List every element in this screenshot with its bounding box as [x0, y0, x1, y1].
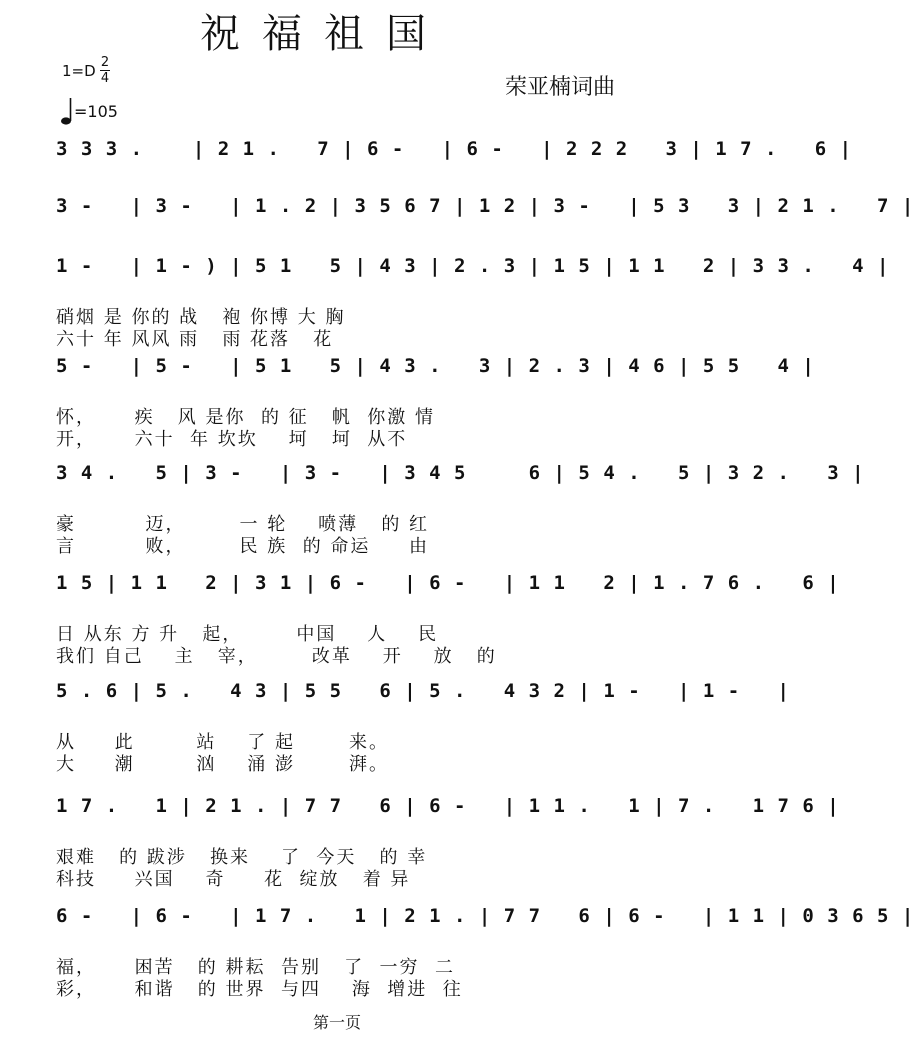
lyric-verse-2: 彩， 和谐 的 世界 与四 海 增进 往 [56, 979, 463, 1000]
notation-line: 1 5 | 1 1 2 | 3 1 | 6 - | 6 - | 1 1 2 | 1 . 7 6 . 6 | [56, 572, 840, 594]
time-signature-bottom: 4 [100, 71, 110, 86]
lyric-verse-2: 我们 自己 主 宰， 改革 开 放 的 [56, 646, 497, 667]
lyric-verse-1: 福， 困苦 的 耕耘 告别 了 一穷 二 [56, 957, 455, 978]
lyric-verse-1: 硝烟 是 你的 战 袍 你博 大 胸 [56, 307, 346, 328]
lyric-verse-2: 开， 六十 年 坎坎 坷 坷 从不 [56, 429, 408, 450]
notation-line: 3 3 3 . | 2 1 . 7 | 6 - | 6 - | 2 2 2 3 | 1 7 . 6 | [56, 138, 853, 160]
lyric-verse-1: 艰难 的 跋涉 换来 了 今天 的 幸 [56, 847, 428, 868]
notation-line: 5 . 6 | 5 . 4 3 | 5 5 6 | 5 . 4 3 2 | 1 - | 1 - | [56, 680, 790, 702]
lyric-verse-1: 从 此 站 了 起 来。 [56, 732, 390, 753]
lyric-verse-2: 六十 年 风风 雨 雨 花落 花 [56, 329, 334, 350]
notation-line: 3 - | 3 - | 1 . 2 | 3 5 6 7 | 1 2 | 3 - | 5 3 3 | 2 1 . 7 | [56, 195, 914, 217]
notation-line: 1 7 . 1 | 2 1 . | 7 7 6 | 6 - | 1 1 . 1 | 7 . 1 7 6 | [56, 795, 840, 817]
key-signature: 1=D [62, 62, 96, 80]
notation-line: 5 - | 5 - | 5 1 5 | 4 3 . 3 | 2 . 3 | 4 6 | 5 5 4 | [56, 355, 815, 377]
lyric-verse-1: 日 从东 方 升 起， 中国 人 民 [56, 624, 439, 645]
composer-credit: 荣亚楠词曲 [505, 75, 616, 100]
page-footer: 第一页 [313, 1013, 362, 1032]
lyric-verse-2: 言 败， 民 族 的 命运 由 [56, 536, 430, 557]
time-signature-top: 2 [100, 55, 110, 70]
notation-line: 3 4 . 5 | 3 - | 3 - | 3 4 5 6 | 5 4 . 5 | 3 2 . 3 | [56, 462, 865, 484]
lyric-verse-2: 大 潮 汹 涌 澎 湃。 [56, 754, 390, 775]
lyric-verse-1: 豪 迈， 一 轮 喷薄 的 红 [56, 514, 430, 535]
time-signature [100, 56, 110, 85]
song-title: 祝福祖国 [200, 11, 448, 57]
lyric-verse-1: 怀， 疾 风 是你 的 征 帆 你激 情 [56, 407, 435, 428]
notation-line: 6 - | 6 - | 1 7 . 1 | 2 1 . | 7 7 6 | 6 - | 1 1 | 0 3 6 5 | [56, 905, 914, 927]
tempo-marking: =105 [74, 102, 118, 121]
notation-line: 1 - | 1 - ) | 5 1 5 | 4 3 | 2 . 3 | 1 5 | 1 1 2 | 3 3 . 4 | [56, 255, 890, 277]
lyric-verse-2: 科技 兴国 奇 花 绽放 着 异 [56, 869, 411, 890]
